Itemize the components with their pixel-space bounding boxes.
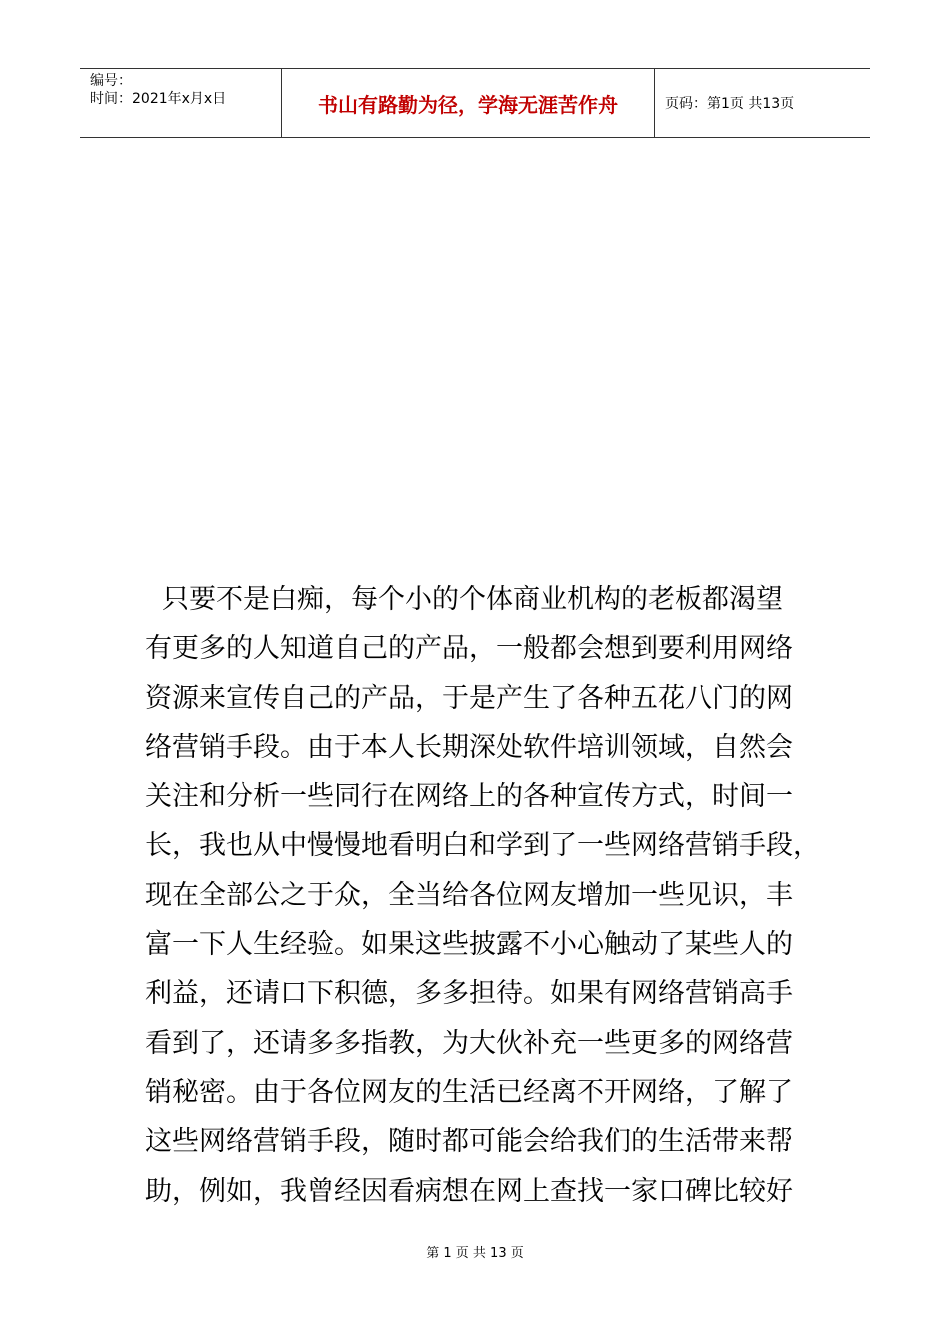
header-motto-cell xyxy=(282,69,655,137)
body-line: 助，例如，我曾经因看病想在网上查找一家口碑比较好 xyxy=(145,1175,793,1207)
document-header xyxy=(80,68,870,138)
body-line: 资源来宣传自己的产品，于是产生了各种五花八门的网 xyxy=(145,682,793,714)
header-page-cell xyxy=(655,69,870,137)
body-line: 富一下人生经验。如果这些披露不小心触动了某些人的 xyxy=(145,929,793,961)
header-meta-cell xyxy=(80,69,282,137)
document-number-label: 编号： xyxy=(90,73,132,89)
header-motto: 书山有路勤为径，学海无涯苦作舟 xyxy=(318,93,618,117)
document-time-label: 时间：2021年x月x日 xyxy=(90,91,227,107)
body-line: 现在全部公之于众，全当给各位网友增加一些见识，丰 xyxy=(145,879,793,911)
body-line: 这些网络营销手段，随时都可能会给我们的生活带来帮 xyxy=(145,1126,793,1158)
body-line: 长，我也从中慢慢地看明白和学到了一些网络营销手段， xyxy=(145,830,820,862)
body-paragraph xyxy=(145,575,820,1216)
body-line: 关注和分析一些同行在网络上的各种宣传方式，时间一 xyxy=(145,781,793,813)
body-line: 有更多的人知道自己的产品，一般都会想到要利用网络 xyxy=(145,633,793,665)
body-line: 利益，还请口下积德，多多担待。如果有网络营销高手 xyxy=(145,978,793,1010)
body-line: 只要不是白痴，每个小的个体商业机构的老板都渴望 xyxy=(162,584,783,615)
header-page-code: 页码：第1页 共13页 xyxy=(665,96,795,112)
body-line: 销秘密。由于各位网友的生活已经离不开网络，了解了 xyxy=(145,1076,793,1108)
body-line: 看到了，还请多多指教，为大伙补充一些更多的网络营 xyxy=(145,1027,793,1059)
page-footer: 第 1 页 共 13 页 xyxy=(426,1246,524,1261)
body-line: 络营销手段。由于本人长期深处软件培训领域，自然会 xyxy=(145,731,793,763)
